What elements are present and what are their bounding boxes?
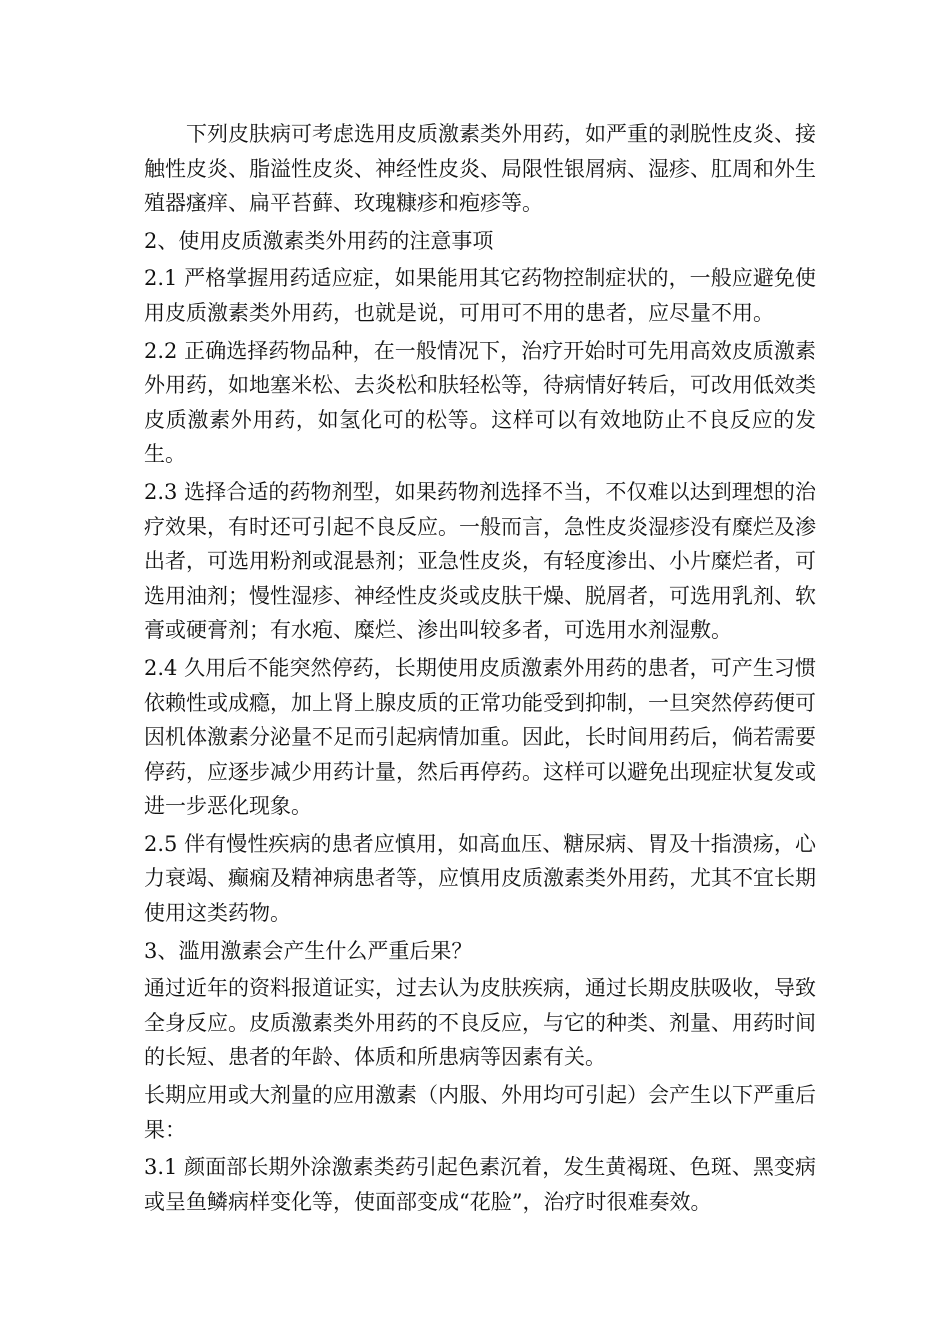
- item-2-3-paragraph: 2.3 选择合适的药物剂型，如果药物剂选择不当，不仅难以达到理想的治疗效果，有时还可引起不良反应。一般而言，急性皮炎湿疹没有糜烂及渗出者，可选用粉剂或混悬剂；亚急性皮炎，有轻度渗出、小片糜烂者，可选用油剂；慢性湿疹、神经性皮炎或皮肤干燥、脱屑者，可选用乳剂、软膏或硬膏剂；有水疱、糜烂、渗出叫较多者，可选用水剂湿敷。: [144, 479, 816, 643]
- section-heading-2: 2、使用皮质激素类外用药的注意事项: [144, 228, 494, 253]
- item-2-1-paragraph: 2.1 严格掌握用药适应症，如果能用其它药物控制症状的，一般应避免使用皮质激素类外用药，也就是说，可用可不用的患者，应尽量不用。: [144, 266, 816, 325]
- document-page: [144, 117, 816, 1219]
- item-2-5-paragraph: 2.5 伴有慢性疾病的患者应慎用，如高血压、糖尿病、胃及十指溃疡，心力衰竭、癫痫及精神病患者等，应慎用皮质激素类外用药，尤其不宜长期使用这类药物。: [144, 831, 816, 926]
- section-heading-3: 3、滥用激素会产生什么严重后果？: [144, 938, 473, 963]
- intro-paragraph: 下列皮肤病可考虑选用皮质激素类外用药，如严重的剥脱性皮炎、接触性皮炎、脂溢性皮炎、神经性皮炎、局限性银屑病、湿疹、肛周和外生殖器瘙痒、扁平苔藓、玫瑰糠疹和疱疹等。: [144, 122, 816, 216]
- body-paragraph: 通过近年的资料报道证实，过去认为皮肤疾病，通过长期皮肤吸收，导致全身反应。皮质激素类外用药的不良反应，与它的种类、剂量、用药时间的长短、患者的年龄、体质和所患病等因素有关。: [144, 976, 816, 1070]
- item-2-2-paragraph: 2.2 正确选择药物品种，在一般情况下，治疗开始时可先用高效皮质激素外用药，如地塞米松、去炎松和肤轻松等，待病情好转后，可改用低效类皮质激素外用药，如氢化可的松等。这样可以有效地防止不良反应的发生。: [144, 338, 816, 467]
- body-paragraph: 长期应用或大剂量的应用激素（内服、外用均可引起）会产生以下严重后果：: [144, 1083, 816, 1142]
- item-3-1-paragraph: 3.1 颜面部长期外涂激素类药引起色素沉着，发生黄褐斑、色斑、黑变病或呈鱼鳞病样变化等，使面部变成“花脸”，治疗时很难奏效。: [144, 1155, 816, 1214]
- item-2-4-paragraph: 2.4 久用后不能突然停药，长期使用皮质激素外用药的患者，可产生习惯依赖性或成瘾，加上肾上腺皮质的正常功能受到抑制，一旦突然停药便可因机体激素分泌量不足而引起病情加重。因此，长时间用药后，倘若需要停药，应逐步减少用药计量，然后再停药。这样可以避免出现症状复发或进一步恶化现象。: [144, 655, 816, 819]
